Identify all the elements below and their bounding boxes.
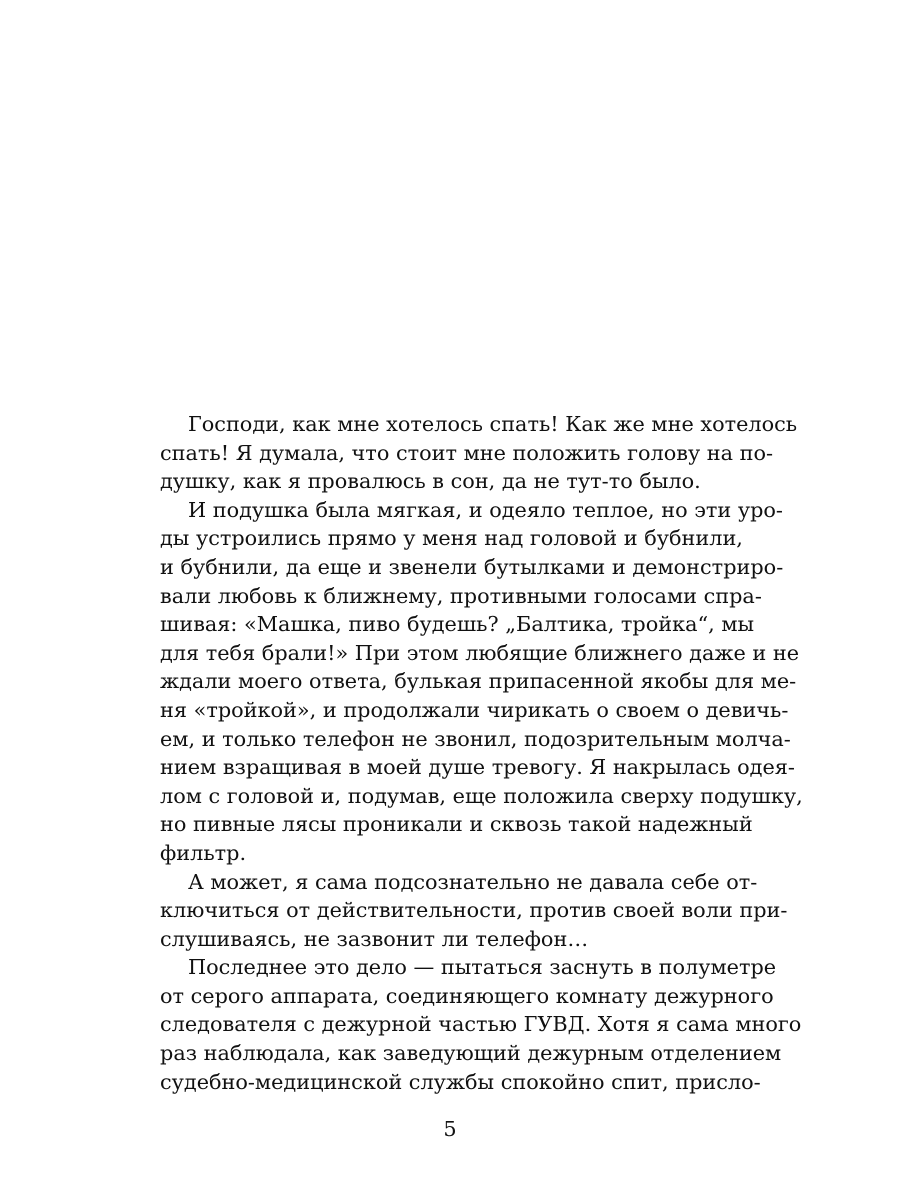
text-line: ждали моего ответа, булькая припасенной якобы для ме-: [160, 669, 797, 694]
text-line: лом с головой и, подумав, еще положила сверху подушку,: [160, 783, 803, 808]
text-line: спать! Я думала, что стоит мне положить голову на по-: [160, 440, 774, 465]
text-line: вали любовь к ближнему, противными голосами спра-: [160, 583, 762, 608]
text-line: фильтр.: [160, 840, 247, 865]
text-line: Последнее это дело — пытаться заснуть в полуметре: [188, 955, 777, 980]
text-line: ключиться от действительности, против своей воли при-: [160, 898, 788, 923]
text-line: судебно-медицинской службы спокойно спит, присло-: [160, 1069, 761, 1094]
text-line: А может, я сама подсознательно не давала себе от-: [188, 869, 758, 894]
text-line: шивая: «Машка, пиво будешь? „Балтика, тройка“, мы: [160, 612, 755, 637]
paragraph: [160, 953, 802, 1096]
text-line: ня «тройкой», и продолжали чирикать о своем о девичь-: [160, 697, 789, 722]
text-line: следователя с дежурной частью ГУВД. Хотя я сама много: [160, 1012, 802, 1037]
page-number: 5: [443, 1117, 457, 1141]
text-line: но пивные лясы проникали и сквозь такой надежный: [160, 812, 753, 837]
body-text: [160, 410, 803, 1096]
text-line: ды устроились прямо у меня над головой и бубнили,: [160, 526, 743, 551]
text-line: И подушка была мягкая, и одеяло теплое, но эти уро-: [188, 497, 783, 522]
paragraph: [160, 868, 788, 954]
paragraph: [160, 410, 798, 496]
paragraph: [160, 496, 803, 868]
text-line: нием взращивая в моей душе тревогу. Я накрылась одея-: [160, 755, 795, 780]
text-line: от серого аппарата, соединяющего комнату дежурного: [160, 983, 774, 1008]
text-line: раз наблюдала, как заведующий дежурным отделением: [160, 1041, 782, 1066]
text-line: и бубнили, да еще и звенели бутылками и демонстриро-: [160, 554, 784, 579]
text-line: Господи, как мне хотелось спать! Как же мне хотелось: [188, 412, 798, 436]
text-line: душку, как я провалюсь в сон, да не тут-то было.: [160, 469, 701, 494]
text-line: слушиваясь, не зазвонит ли телефон…: [160, 926, 589, 951]
text-line: ем, и только телефон не звонил, подозрительным молча-: [160, 726, 791, 751]
text-line: для тебя брали!» При этом любящие ближнего даже и не: [160, 640, 800, 665]
